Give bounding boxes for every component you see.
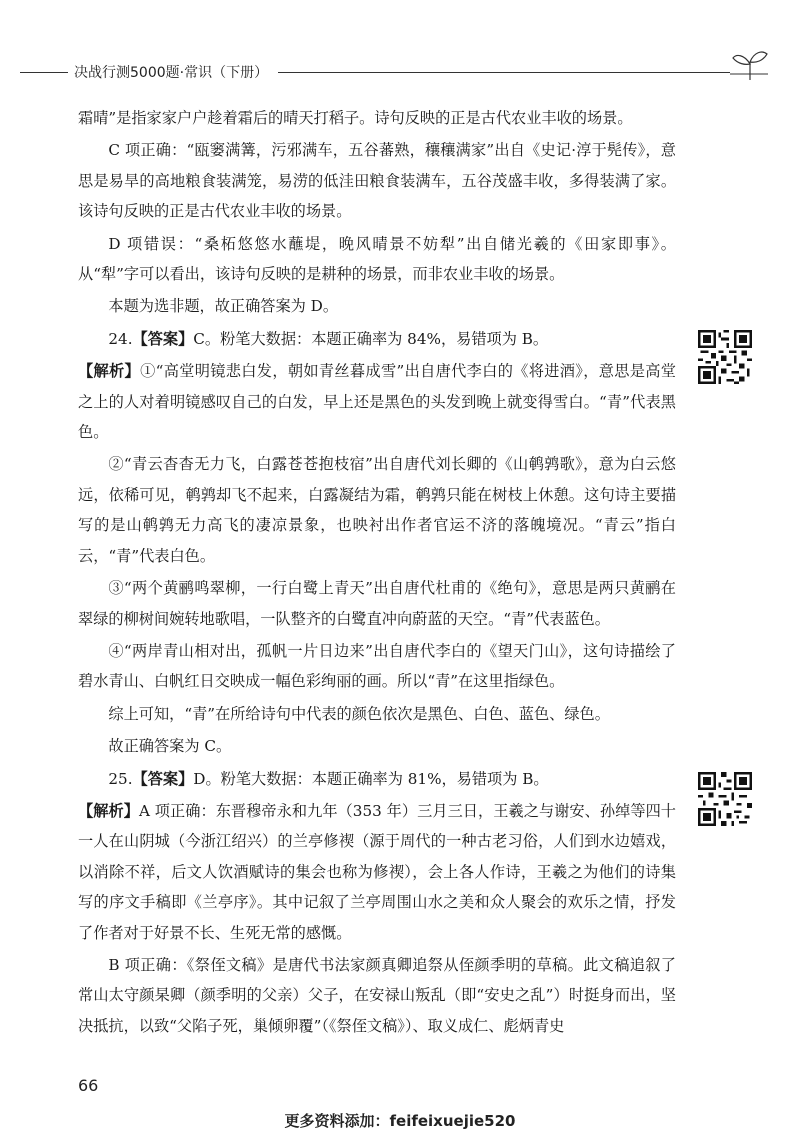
q24-analysis-text: ①“高堂明镜悲白发，朝如青丝暮成雪”出自唐代李白的《将进酒》，意思是高堂之上的人对着明镜感叹自己的白发，早上还是黑色的头发到晚上就变得雪白。“青”代表黑色。 [78, 362, 676, 442]
page-header [20, 60, 780, 84]
footer-note: 更多资料添加：feifeixuejie520 [284, 1112, 516, 1130]
page-content [78, 103, 676, 1043]
q25-number: 25. [108, 769, 133, 788]
page-number: 66 [78, 1076, 99, 1095]
q25-analysis-tag: 【解析】 [78, 801, 139, 820]
q25-answer [78, 764, 676, 794]
q24-answer-text: C。粉笔大数据：本题正确率为 84%，易错项为 B。 [193, 329, 549, 348]
q24-point: ③“两个黄鹂鸣翠柳，一行白鹭上青天”出自唐代杜甫的《绝句》，意思是两只黄鹂在翠绿的柳树间婉转地歌唱，一队整齐的白鹭直冲向蔚蓝的天空。“青”代表蓝色。 [78, 579, 676, 628]
qr-code-icon[interactable] [698, 772, 752, 826]
q24-point: ②“青云杳杳无力飞，白露苍苍抱枝宿”出自唐代刘长卿的《山鹌鹑歌》，意为白云悠远，依稀可见，鹌鹑却飞不起来，白露凝结为霜，鹌鹑只能在树枝上休憩。这句诗主要描写的是山鹌鹑无力高飞的凄凉景象，也映衬出作者官运不济的落魄境况。“青云”指白云，“青”代表白色。 [78, 455, 676, 565]
q25-answer-text: D。粉笔大数据：本题正确率为 81%，易错项为 B。 [193, 769, 549, 788]
q25-analysis-text: A 项正确：东晋穆帝永和九年（353 年）三月三日，王羲之与谢安、孙绰等四十一人在山阴城（今浙江绍兴）的兰亭修禊（源于周代的一种古老习俗，人们到水边嬉戏，以消除不祥，后文人饮酒赋诗的集会也称为修禊），会上各人作诗，王羲之为他们的诗集写的序文手稿即《兰亭序》。其中记叙了兰亭周围山水之美和众人聚会的欢乐之情，抒发了作者对于好景不长、生死无常的感慨。 [78, 801, 676, 942]
q25-analysis [78, 796, 676, 948]
paragraph: D 项错误：“桑柘悠悠水蘸堤，晚风晴景不妨犁”出自储光羲的《田家即事》。从“犁”字可以看出，该诗句反映的是耕种的场景，而非农业丰收的场景。 [78, 234, 676, 284]
header-rule-right [278, 72, 730, 73]
paragraph: 霜晴”是指家家户户趁着霜后的晴天打稻子。诗句反映的正是古代农业丰收的场景。 [78, 109, 633, 127]
q24-analysis [78, 356, 676, 447]
q25-point-b: B 项正确：《祭侄文稿》是唐代书法家颜真卿追祭从侄颜季明的草稿。此文稿追叙了常山太守颜杲卿（颜季明的父亲）父子，在安禄山叛乱（即“安史之乱”）时挺身而出，坚决抵抗，以致“父陷子死，巢倾卵覆”（《祭侄文稿》）、取义成仁、彪炳青史 [78, 955, 676, 1035]
q24-number: 24. [108, 329, 133, 348]
q24-answer-tag: 【答案】 [132, 329, 194, 348]
q24-summary: 综上可知，“青”在所给诗句中代表的颜色依次是黑色、白色、蓝色、绿色。 [108, 704, 610, 723]
q24-point: ④“两岸青山相对出，孤帆一片日边来”出自唐代李白的《望天门山》，这句诗描绘了碧水青山、白帆红日交映成一幅色彩绚丽的画。所以“青”在这里指绿色。 [78, 641, 676, 691]
q25-answer-tag: 【答案】 [132, 769, 194, 788]
q24-conclusion: 故正确答案为 C。 [108, 737, 232, 756]
paragraph: 本题为选非题，故正确答案为 D。 [108, 297, 339, 316]
paragraph: C 项正确：“瓯窭满篝，污邪满车，五谷蕃熟，穰穰满家”出自《史记·淳于髡传》，意思是易旱的高地粮食装满笼，易涝的低洼田粮食装满车，五谷茂盛丰收，多得装满了家。该诗句反映的正是古代农业丰收的场景。 [78, 141, 676, 221]
q24-answer [78, 324, 676, 354]
header-rule-left [20, 72, 68, 73]
qr-code-icon[interactable] [698, 330, 752, 384]
sprout-icon [730, 48, 770, 82]
header-title: 决战行测5000题·常识（下册） [74, 65, 269, 81]
q24-analysis-tag: 【解析】 [78, 362, 141, 381]
